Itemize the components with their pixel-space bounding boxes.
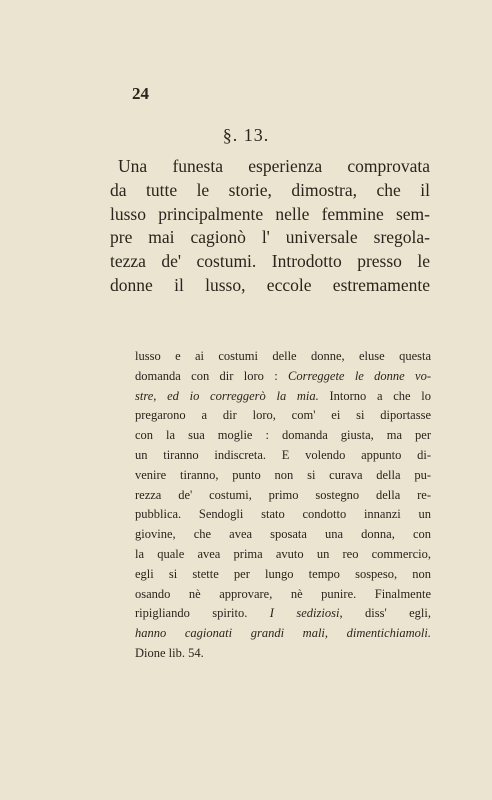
footnote-line [135,545,431,565]
footnote-line [135,486,431,506]
footnote-line [135,624,431,644]
roman-text: pregarono a dir loro, com' ei si diportasse [135,408,431,423]
italic-text: I sediziosi [269,606,340,621]
footnote-line [135,406,431,426]
main-text-line: tezza de' costumi. Introdotto presso le [110,251,430,272]
footnote-line [135,387,431,407]
italic-text: hanno cagionati grandi mali, dimentichiamoli. [135,626,431,641]
main-text-line: Una funesta esperienza comprovata [118,156,430,176]
footnote-line [135,604,431,624]
footnote-line [135,367,431,387]
roman-text: , diss' egli, [339,606,431,621]
italic-text: Correggete le donne vo- [288,368,431,383]
page-number: 24 [132,84,149,103]
roman-text: osando nè approvare, nè punire. Finalmente [135,586,431,601]
footnote-line [135,446,431,466]
roman-text: giovine, che avea sposata una donna, con [135,527,431,542]
footnote-line [135,525,431,545]
main-text-line: lusso principalmente nelle femmine sem- [110,203,430,224]
main-text-line: donne il lusso, eccole estremamente [110,274,430,295]
footnote-line [135,505,431,525]
roman-text: pubblica. Sendogli stato condotto innanzi un [135,507,431,522]
roman-text: venire tiranno, punto non si curava della pu- [135,467,431,482]
footnote-line [135,426,431,446]
main-text-line: da tutte le storie, dimostra, che il [110,179,430,200]
footnote-line [135,565,431,585]
roman-text: Dione lib. 54. [135,645,204,660]
italic-text: stre, ed io correggerò la mia. [135,388,319,403]
main-text [110,155,430,298]
roman-text: la quale avea prima avuto un reo commercio, [135,546,431,561]
roman-text: ripigliando spirito. [135,606,270,621]
roman-text: rezza de' costumi, primo sostegno della re- [135,487,431,502]
roman-text: domanda con dir loro : [135,368,289,383]
footnote-line [135,347,431,367]
roman-text: Intorno a che lo [318,388,431,403]
roman-text: egli si stette per lungo tempo sospeso, non [135,566,431,581]
footnote-line [135,644,431,664]
roman-text: lusso e ai costumi delle donne, eluse questa [135,349,431,363]
footnote-line [135,585,431,605]
roman-text: un tiranno indiscreta. E volendo appunto di- [135,447,431,462]
main-text-line: pre mai cagionò l' universale sregola- [110,227,430,248]
section-heading: §. 13. [222,125,270,145]
footnote [135,347,431,664]
roman-text: con la sua moglie : domanda giusta, ma per [135,428,431,443]
footnote-line [135,466,431,486]
